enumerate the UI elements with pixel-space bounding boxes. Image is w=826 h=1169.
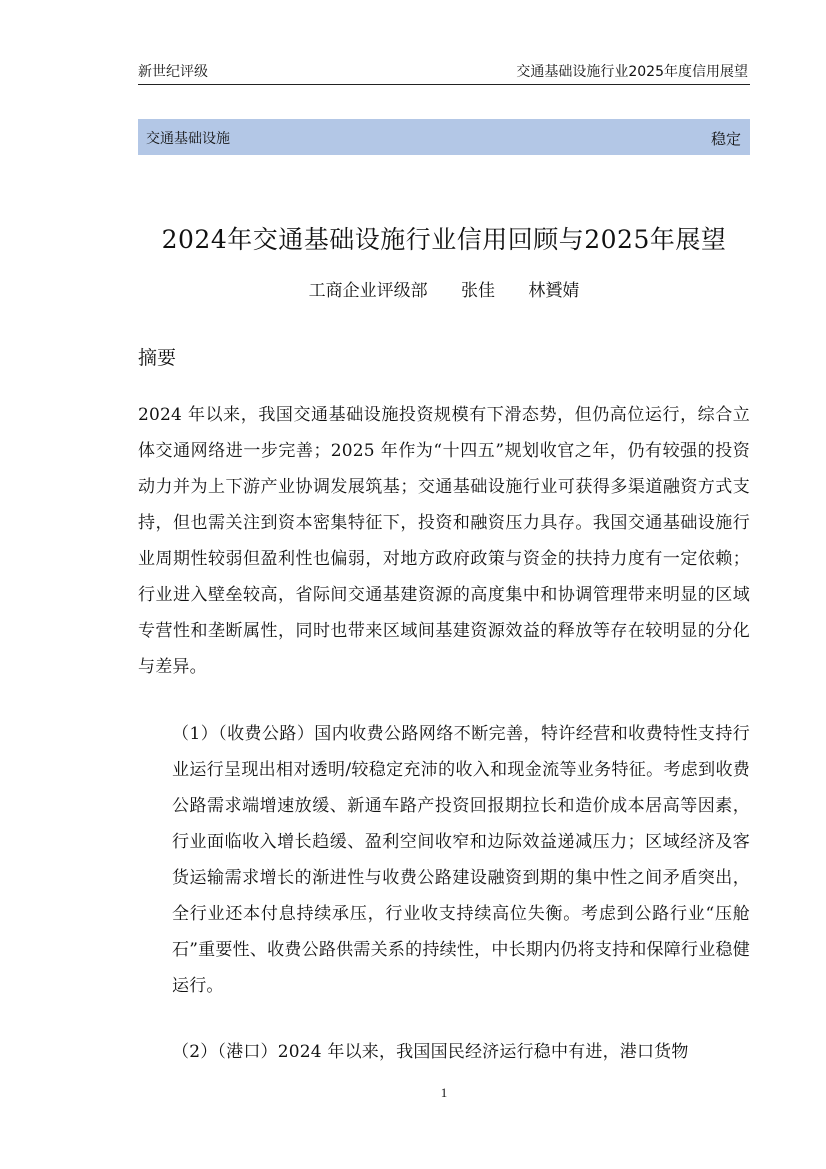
header-agency-name: 新世纪评级	[138, 64, 208, 80]
header-divider	[138, 84, 750, 85]
author-department: 工商企业评级部	[308, 281, 428, 301]
sector-outlook-band	[138, 119, 750, 155]
abstract-heading: 摘要	[138, 347, 177, 369]
abstract-item-toll-roads: （1）（收费公路）国内收费公路网络不断完善，特许经营和收费特性支持行业运行呈现出相对透明/较稳定充沛的收入和现金流等业务特征。考虑到收费公路需求端增速放缓、新通车路产投资回报期拉长和造价成本居高等因素，行业面临收入增长趋缓、盈利空间收窄和边际效益递减压力；区域经济及客货运输需求增长的渐进性与收费公路建设融资到期的集中性之间矛盾突出，全行业还本付息持续承压，行业收支持续高位失衡。考虑到公路行业“压舱石”重要性、收费公路供需关系的持续性，中长期内仍将支持和保障行业稳健运行。	[172, 724, 750, 996]
abstract-intro-paragraph: 2024 年以来，我国交通基础设施投资规模有下滑态势，但仍高位运行，综合立体交通网络进一步完善；2025 年作为“十四五”规划收官之年，仍有较强的投资动力并为上下游产业协调发展筑基；交通基础设施行业可获得多渠道融资方式支持，但也需关注到资本密集特征下，投资和融资压力具存。我国交通基础设施行业周期性较弱但盈利性也偏弱，对地方政府政策与资金的扶持力度有一定依赖；行业进入壁垒较高，省际间交通基建资源的高度集中和协调管理带来明显的区域专营性和垄断属性，同时也带来区域间基建资源效益的释放等存在较明显的分化与差异。	[138, 405, 750, 677]
header-report-title: 交通基础设施行业2025年度信用展望	[516, 64, 748, 80]
page-header	[138, 58, 750, 84]
outlook-label: 稳定	[710, 130, 741, 148]
sector-label: 交通基础设施	[146, 131, 230, 147]
abstract-item-ports: （2）（港口）2024 年以来，我国国民经济运行稳中有进，港口货物	[172, 1042, 689, 1062]
author-name-1: 张佳	[461, 281, 495, 301]
author-name-2: 林贇婧	[528, 281, 580, 301]
report-title: 2024年交通基础设施行业信用回顾与2025年展望	[161, 225, 727, 254]
page-number: 1	[440, 1085, 448, 1100]
authors-line	[138, 276, 750, 301]
